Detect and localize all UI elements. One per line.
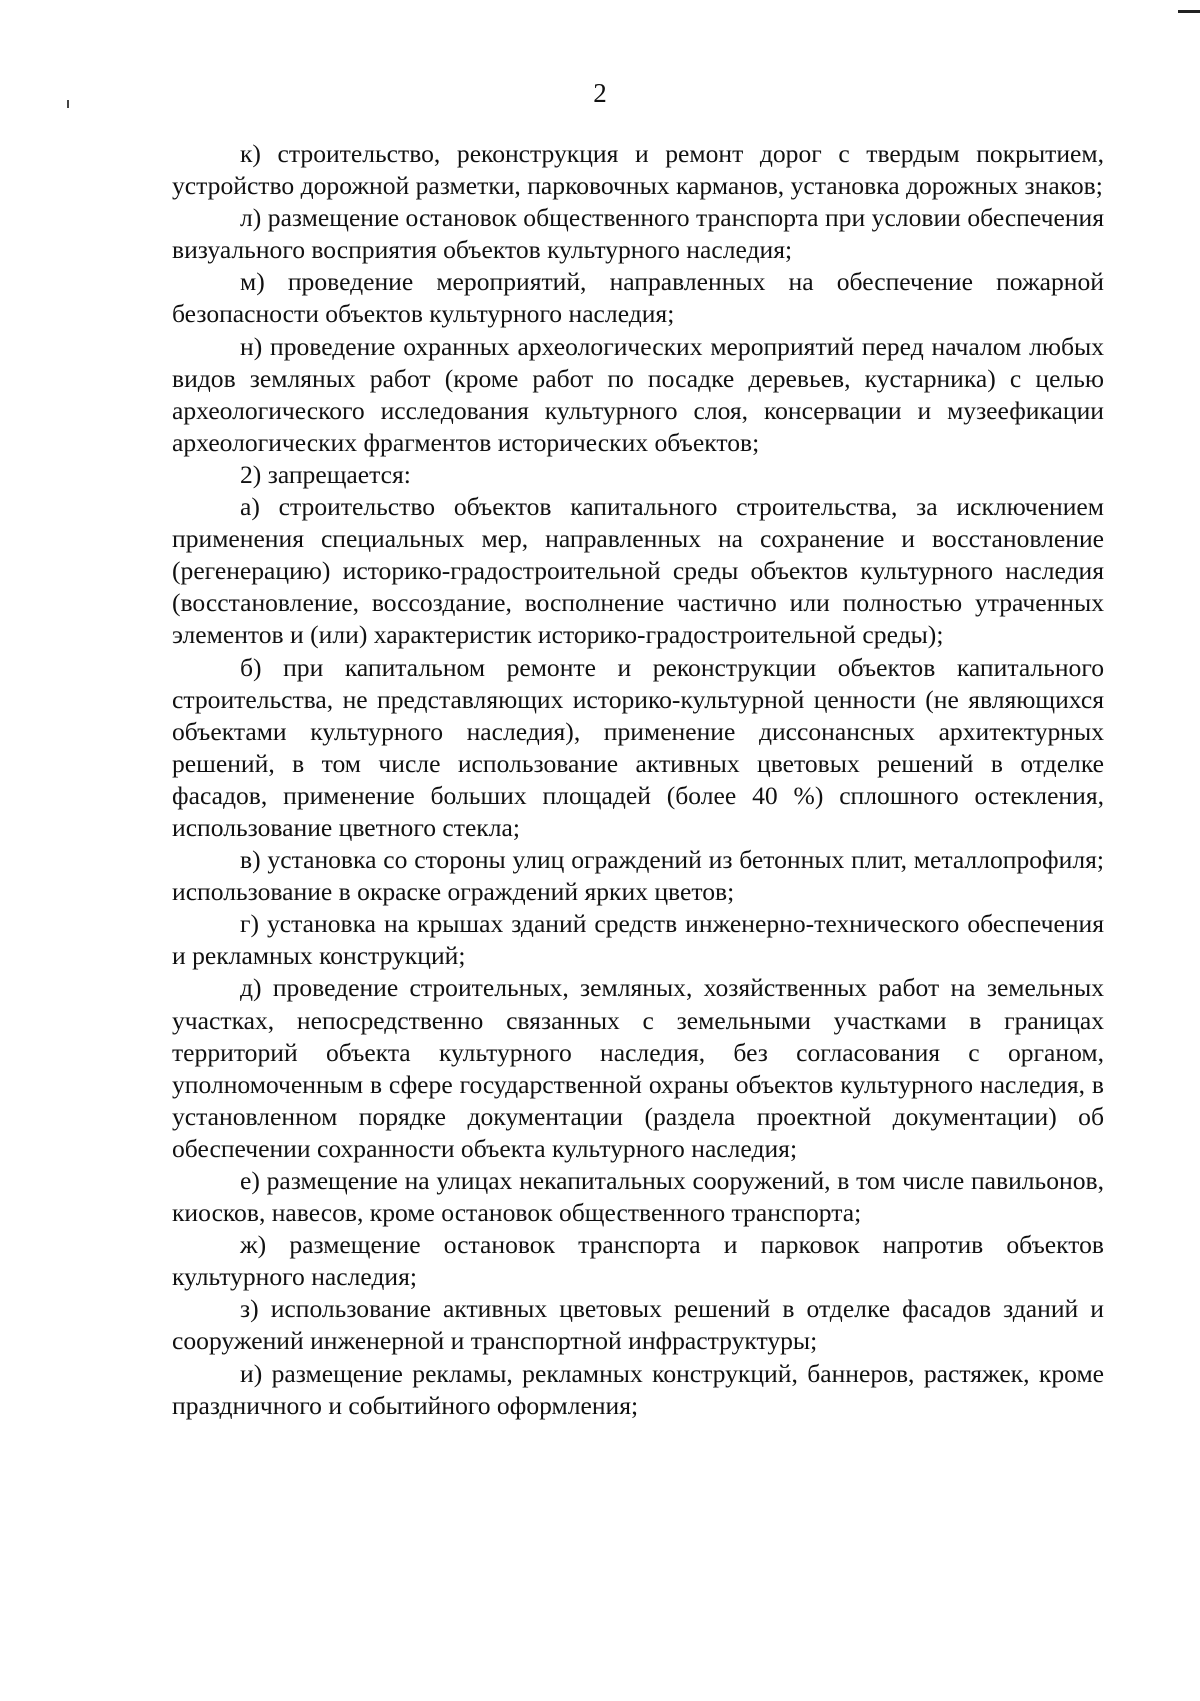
paragraph-v: в) установка со стороны улиц ограждений из бетонных плит, металлопрофиля; использование в окраске ограждений ярких цветов;	[172, 845, 1104, 907]
paragraph-z: з) использование активных цветовых решений в отделке фасадов зданий и сооружений инженерной и транспортной инфраструктуры;	[172, 1294, 1104, 1356]
scan-edge-mark	[1178, 10, 1200, 13]
paragraph-zh: ж) размещение остановок транспорта и парковок напротив объектов культурного наследия;	[172, 1230, 1104, 1292]
paragraph-m: м) проведение мероприятий, направленных на обеспечение пожарной безопасности объектов культурного наследия;	[172, 267, 1104, 329]
paragraph-g: г) установка на крышах зданий средств инженерно-технического обеспечения и рекламных конструкций;	[172, 909, 1104, 971]
paragraph-e: е) размещение на улицах некапитальных сооружений, в том числе павильонов, киосков, навесов, кроме остановок общественного транспорта;	[172, 1166, 1104, 1228]
paragraph-k: к) строительство, реконструкция и ремонт дорог с твердым покрытием, устройство дорожной разметки, парковочных карманов, установка дорожных знаков;	[172, 139, 1104, 201]
paragraph-2-prohibited: 2) запрещается:	[240, 459, 411, 489]
paragraph-i: и) размещение рекламы, рекламных конструкций, баннеров, растяжек, кроме праздничного и событийного оформления;	[172, 1358, 1104, 1420]
paragraph-b: б) при капитальном ремонте и реконструкции объектов капитального строительства, не представляющих историко-культурной ценности (не являющихся объектами культурного наследия), применение диссонансных архитектурных решений, в том числе использование активных цветовых решений в отделке фасадов, применение больших площадей (более 40 %) сплошного остекления, использование цветного стекла;	[172, 652, 1104, 842]
paragraph-a: а) строительство объектов капитального строительства, за исключением применения специальных мер, направленных на сохранение и восстановление (регенерацию) историко-градостроительной среды объектов культурного наследия (восстановление, воссоздание, восполнение частично или полностью утраченных элементов и (или) характеристик историко-градостроительной среды);	[172, 492, 1104, 650]
paragraph-d: д) проведение строительных, земляных, хозяйственных работ на земельных участках, непосредственно связанных с земельными участками в границах территорий объекта культурного наследия, без согласования с органом, уполномоченным в сфере государственной охраны объектов культурного наследия, в установленном порядке документации (раздела проектной документации) об обеспечении сохранности объекта культурного наследия;	[172, 973, 1104, 1163]
paragraph-l: л) размещение остановок общественного транспорта при условии обеспечения визуального восприятия объектов культурного наследия;	[172, 203, 1104, 265]
document-body	[172, 138, 1104, 1422]
page-number: 2	[593, 78, 607, 108]
paragraph-n: н) проведение охранных археологических мероприятий перед началом любых видов земляных работ (кроме работ по посадке деревьев, кустарника) с целью археологического исследования культурного слоя, консервации и музеефикации археологических фрагментов исторических объектов;	[172, 331, 1104, 457]
